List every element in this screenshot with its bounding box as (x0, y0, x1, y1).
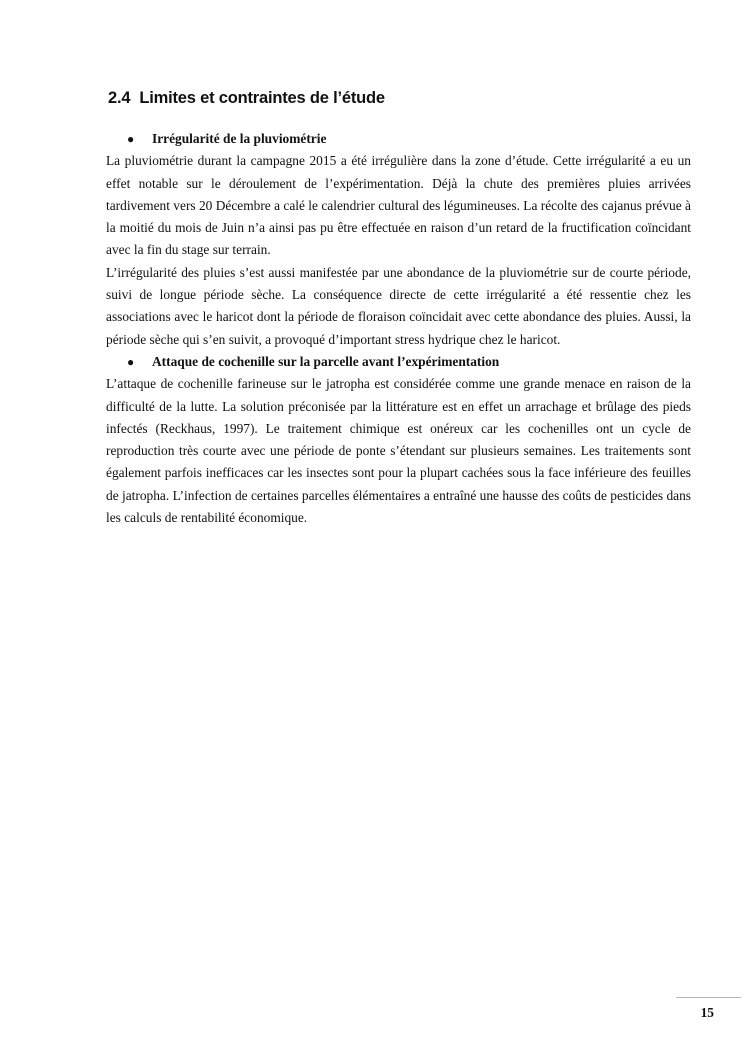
section-title: Limites et contraintes de l’étude (139, 89, 385, 107)
bullet-heading-mealybug (127, 351, 691, 373)
section-number: 2.4 (108, 89, 131, 107)
footer-divider (676, 997, 741, 998)
page-number: 15 (700, 1005, 714, 1020)
paragraph: La pluviométrie durant la campagne 2015 a été irrégulière dans la zone d’étude. Cette irrégularité a eu un effet notable sur le déroulement de l’expérimentation. Déjà la chute des premières pluies arrivées tardivement vers 20 Décembre a calé le calendrier cultural des légumineuses. La récolte des cajanus prévue à la moitié du mois de Juin n’a ainsi pas pu être effectuée en raison d’un retard de la fructification coïncidant avec la fin du stage sur terrain. (106, 153, 691, 258)
paragraph: L’irrégularité des pluies s’est aussi manifestée par une abondance de la pluviométrie sur de courte période, suivi de longue période sèche. La conséquence directe de cette irrégularité a été ressentie chez les associations avec le haricot dont la période de floraison coïncidait avec cette abondance des pluies. Aussi, la période sèche qui s’en suivit, a provoqué d’important stress hydrique chez le haricot. (106, 264, 691, 347)
bullet-label: Irrégularité de la pluviométrie (152, 131, 327, 146)
paragraph: L’attaque de cochenille farineuse sur le jatropha est considérée comme une grande menace en raison de la difficulté de la lutte. La solution préconisée par la littérature est en effet un arrachage et brûlage des pieds infectés (Reckhaus, 1997). Le traitement chimique est onéreux car les cochenilles ont un cycle de reproduction très courte avec une période de ponte s’étendant sur plusieurs semaines. Les traitements sont également parfois inefficaces car les insectes sont pour la plupart cachées sous la face inférieure des feuilles de jatropha. L’infection de certaines parcelles élémentaires a entraîné une hausse des coûts de pesticides dans les calculs de rentabilité économique. (106, 376, 691, 526)
bullet-icon: ● (127, 354, 135, 369)
bullet-label: Attaque de cochenille sur la parcelle avant l’expérimentation (152, 353, 500, 369)
bullet-heading-rainfall (127, 128, 691, 150)
section-heading (108, 89, 385, 108)
bullet-icon: ● (127, 132, 135, 146)
section-body (106, 128, 691, 529)
